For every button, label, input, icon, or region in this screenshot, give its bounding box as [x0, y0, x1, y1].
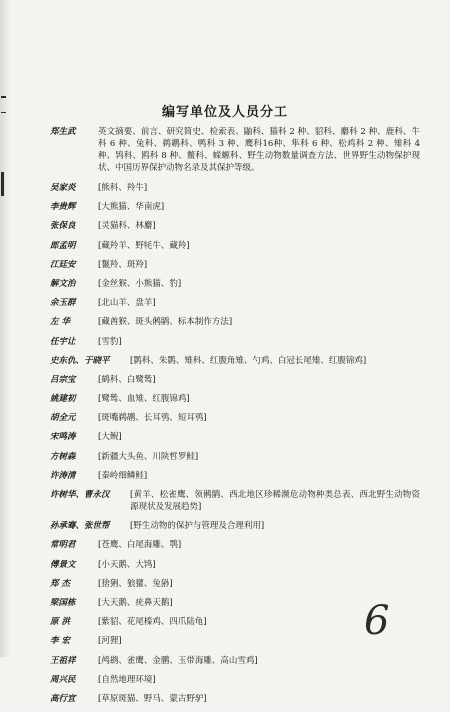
author-name: 江廷安 — [50, 259, 76, 270]
list-item — [50, 412, 420, 424]
author-name: 方树森 — [50, 451, 76, 462]
edge-mark — [1, 96, 6, 98]
assigned-section: [ 大熊猫、华南虎 ] — [98, 201, 420, 213]
list-item — [50, 220, 420, 232]
assigned-section: [ 鹮科、朱鹮、雉科、红腹角雉、勺鸡、白冠长尾雉、红腹锦鸡 ] — [130, 355, 420, 367]
assigned-section: [ 北山羊、盘羊 ] — [98, 297, 420, 309]
author-name: 左 华 — [50, 317, 70, 328]
assigned-section: [ 紫貂、花尾榛鸡、四爪陆龟 ] — [98, 616, 420, 628]
author-name: 原 洪 — [50, 617, 70, 628]
author-name: 梁国栋 — [50, 597, 76, 608]
author-name: 张保良 — [50, 221, 76, 232]
assigned-section: 英文摘要、前言、研究简史、检索表、鼬科、猫科 2 种、貂科、麝科 2 种、鹿科、牛科 6 种、兔科、鹈鹕科、鸭科 3 种、鹰科16种、隼科 6 种、松鸡科 2 种、雉科 4 种、鸨科、鸥科 8 种、鳖科、蝾螈科、野生动物数量调查方法、世界野生动物保护现状、中国历界保护动物名录及其保护等级。 — [98, 127, 420, 173]
list-item — [50, 539, 420, 551]
author-name: 吕宗宝 — [50, 374, 76, 385]
list-item — [50, 578, 420, 590]
assigned-section: [ 藏酋猴、斑头鸺鹠、标本制作方法 ] — [98, 316, 420, 328]
assigned-section: [ 自然地理环境 ] — [98, 674, 420, 686]
author-name: 吴家炎 — [50, 183, 76, 193]
list-item — [50, 126, 420, 174]
assigned-section: [ 灵猫科、林麝 ] — [98, 220, 420, 232]
list-item — [50, 674, 420, 686]
author-name: 许涛清 — [50, 470, 76, 481]
author-name: 常明君 — [50, 540, 76, 551]
author-name: 余玉群 — [50, 298, 76, 309]
assigned-section: [ 草原斑猫、野马、蒙古野驴 ] — [98, 693, 420, 705]
assigned-section: [ 斑嘴鹈鹕、长耳鸮、短耳鸮 ] — [98, 412, 420, 424]
list-item — [50, 278, 420, 290]
author-name: 许树华、曹永汉 — [50, 490, 110, 500]
edge-mark — [1, 172, 4, 196]
author-name: 胡全元 — [50, 413, 76, 424]
author-name: 宋鸣涛 — [50, 432, 76, 443]
author-name: 周兴民 — [50, 674, 76, 685]
list-item — [50, 316, 420, 328]
list-item — [50, 451, 420, 463]
assigned-section: [ 鬣羚、斑羚 ] — [98, 259, 420, 271]
list-item — [50, 201, 420, 213]
page-number: 6 — [364, 598, 390, 644]
assigned-section: [ 金丝猴、小熊猫、豹 ] — [98, 278, 420, 290]
assigned-section: [ 黄羊、松雀鹰、领鸺鹠、西北地区珍稀濒危动物种类总表、西北野生动物资源现状及发展趋势 ] — [130, 489, 420, 513]
assigned-section: [ 河狸 ] — [98, 635, 420, 647]
assigned-section: [ 大天鹅、疣鼻天鹅 ] — [98, 597, 420, 609]
list-item — [50, 470, 420, 482]
author-name: 解文治 — [50, 278, 76, 289]
list-item — [50, 520, 420, 532]
author-name: 高行宜 — [50, 693, 76, 704]
page-edge-shadow — [0, 0, 10, 657]
author-name: 史东仇、于晓平 — [50, 355, 110, 366]
list-item — [50, 393, 420, 405]
list-item — [50, 559, 420, 571]
author-name: 任宇让 — [50, 336, 76, 347]
list-item — [50, 336, 420, 348]
assigned-section: [ 苍鹰、白尾海雕、鹗 ] — [98, 539, 420, 551]
author-name: 姚建初 — [50, 394, 76, 405]
list-item — [50, 297, 420, 309]
author-name: 孙承骞、张世帮 — [50, 521, 110, 532]
assigned-section: [ 鹭鸶、血雉、红腹锦鸡 ] — [98, 393, 420, 405]
assigned-section: [ 新疆大头鱼、川陕哲罗鲑 ] — [98, 451, 420, 463]
assigned-section: [ 藏羚羊、野牦牛、藏羚 ] — [98, 240, 420, 252]
assigned-section: [ 小天鹅、大鸨 ] — [98, 559, 420, 571]
assigned-section: [ 秦岭细鳞鲑 ] — [98, 470, 420, 482]
assigned-section: [ 鹤科、白鹭鸶 ] — [98, 374, 420, 386]
author-name: 李贵辉 — [50, 202, 76, 213]
author-name: 郎孟明 — [50, 240, 76, 251]
assigned-section: [ 大鲵 ] — [98, 431, 420, 443]
assigned-section: [ 熊科、羚牛 ] — [98, 182, 420, 194]
page-title: 编写单位及人员分工 — [161, 105, 288, 120]
assigned-section: [ 雪豹 ] — [98, 336, 420, 348]
list-item — [50, 259, 420, 271]
list-item — [50, 489, 420, 513]
assigned-section: [ 野生动物的保护与管理及合理利用 ] — [130, 520, 420, 532]
author-name: 郑生武 — [50, 127, 76, 137]
list-item — [50, 655, 420, 667]
list-item — [50, 182, 420, 194]
list-item — [50, 431, 420, 443]
list-item — [50, 374, 420, 386]
assigned-section: [ 猞猁、狼獾、兔狲 ] — [98, 578, 420, 590]
list-item — [50, 693, 420, 705]
list-item — [50, 355, 420, 367]
author-name: 李 宏 — [50, 636, 70, 647]
author-name: 王祖祥 — [50, 655, 76, 666]
author-name: 郑 杰 — [50, 578, 70, 589]
list-item — [50, 240, 420, 252]
assigned-section: [ 鸬鹚、雀鹰、金鹏、玉带海雕、高山雪鸡 ] — [98, 655, 420, 667]
author-name: 傅景文 — [50, 559, 76, 570]
